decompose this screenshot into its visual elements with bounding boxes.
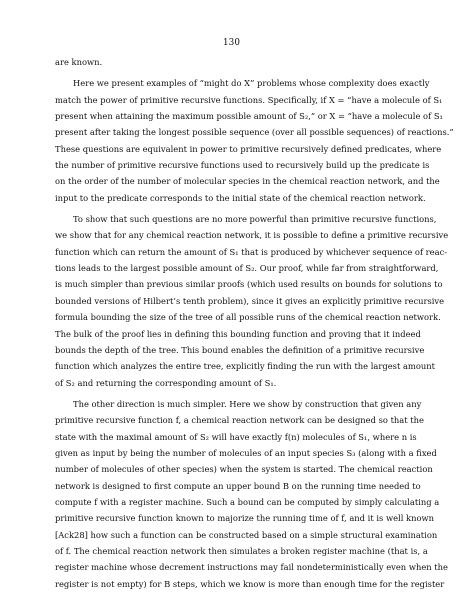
body-text [55, 54, 454, 592]
paragraph-line: the number of primitive recursive functions used to recursively build up the predicate is [55, 160, 430, 171]
paragraph-line: primitive recursive function f, a chemical reaction network can be designed so that the [55, 415, 424, 426]
paragraph-line: of f. The chemical reaction network then simulates a broken register machine (that is, a [55, 545, 428, 556]
paragraph-line: bounded versions of Hilbert’s tenth problem), since it gives an explicitly primitive recursive [55, 295, 445, 306]
paragraph-line: present when attaining the maximum possible amount of S₂,” or X = “have a molecule of S₁ [55, 111, 443, 122]
paragraph-line: To show that such questions are no more powerful than primitive recursive functions, [73, 214, 437, 225]
paragraph-line: function which analyzes the entire tree, explicitly finding the run with the largest amount [55, 361, 435, 372]
paragraph-line: The bulk of the proof lies in defining this bounding function and proving that it indeed [55, 328, 421, 339]
paragraph-line: network is designed to first compute an upper bound B on the running time needed to [55, 480, 421, 491]
paragraph-line: input to the predicate corresponds to the initial state of the chemical reaction network. [55, 192, 426, 203]
paragraph-line: match the power of primitive recursive functions. Specifically, if X = “have a molecule of S₁ [55, 94, 443, 105]
paragraph-line: bounds the depth of the tree. This bound enables the definition of a primitive recursive [55, 344, 425, 355]
paragraph-line: are known. [55, 57, 103, 67]
page-number: 130 [222, 38, 241, 48]
paragraph-line: primitive recursive function known to majorize the running time of f, and it is well known [55, 513, 434, 524]
paragraph-line: is much simpler than previous similar proofs (which used results on bounds for solutions to [55, 279, 443, 290]
paragraph-line: Here we present examples of “might do X” problems whose complexity does exactly [73, 78, 430, 89]
paragraph-line: formula bounding the size of the tree of all possible runs of the chemical reaction network. [55, 312, 441, 323]
paragraph-line: number of molecules of other species) when the system is started. The chemical reaction [55, 464, 433, 475]
paragraph-line: compute f with a register machine. Such a bound can be computed by simply calculating a [55, 496, 440, 507]
paragraph-line: register machine whose decrement instructions may fail nondeterministically even when the [55, 562, 448, 573]
paragraph-line: The other direction is much simpler. Here we show by construction that given any [73, 398, 422, 409]
paragraph-line: state with the maximal amount of S₂ will have exactly f(n) molecules of S₁, where n is [55, 431, 417, 442]
paragraph-line: These questions are equivalent in power to primitive recursively defined predicates, where [55, 143, 442, 154]
paragraph-line: tions leads to the largest possible amount of S₂. Our proof, while far from straightforward, [55, 263, 439, 274]
paragraph-line: we show that for any chemical reaction network, it is possible to define a primitive recursive [55, 230, 449, 241]
paragraph-line: given as input by being the number of molecules of an input species S₃ (along with a fixed [55, 447, 437, 458]
paragraph-line: function which can return the amount of S₁ that is produced by whichever sequence of reac- [55, 246, 448, 257]
paragraph-line: register is not empty) for B steps, which we know is more than enough time for the register [55, 578, 445, 589]
paragraph-line: on the order of the number of molecular species in the chemical reaction network, and the [55, 176, 440, 187]
paragraph-line: present after taking the longest possible sequence (over all possible sequences) of reactions.” [55, 127, 454, 138]
paragraph-line: [Ack28] how such a function can be constructed based on a simple structural examination [55, 529, 438, 540]
paragraph-line: of S₂ and returning the corresponding amount of S₁. [55, 377, 277, 388]
